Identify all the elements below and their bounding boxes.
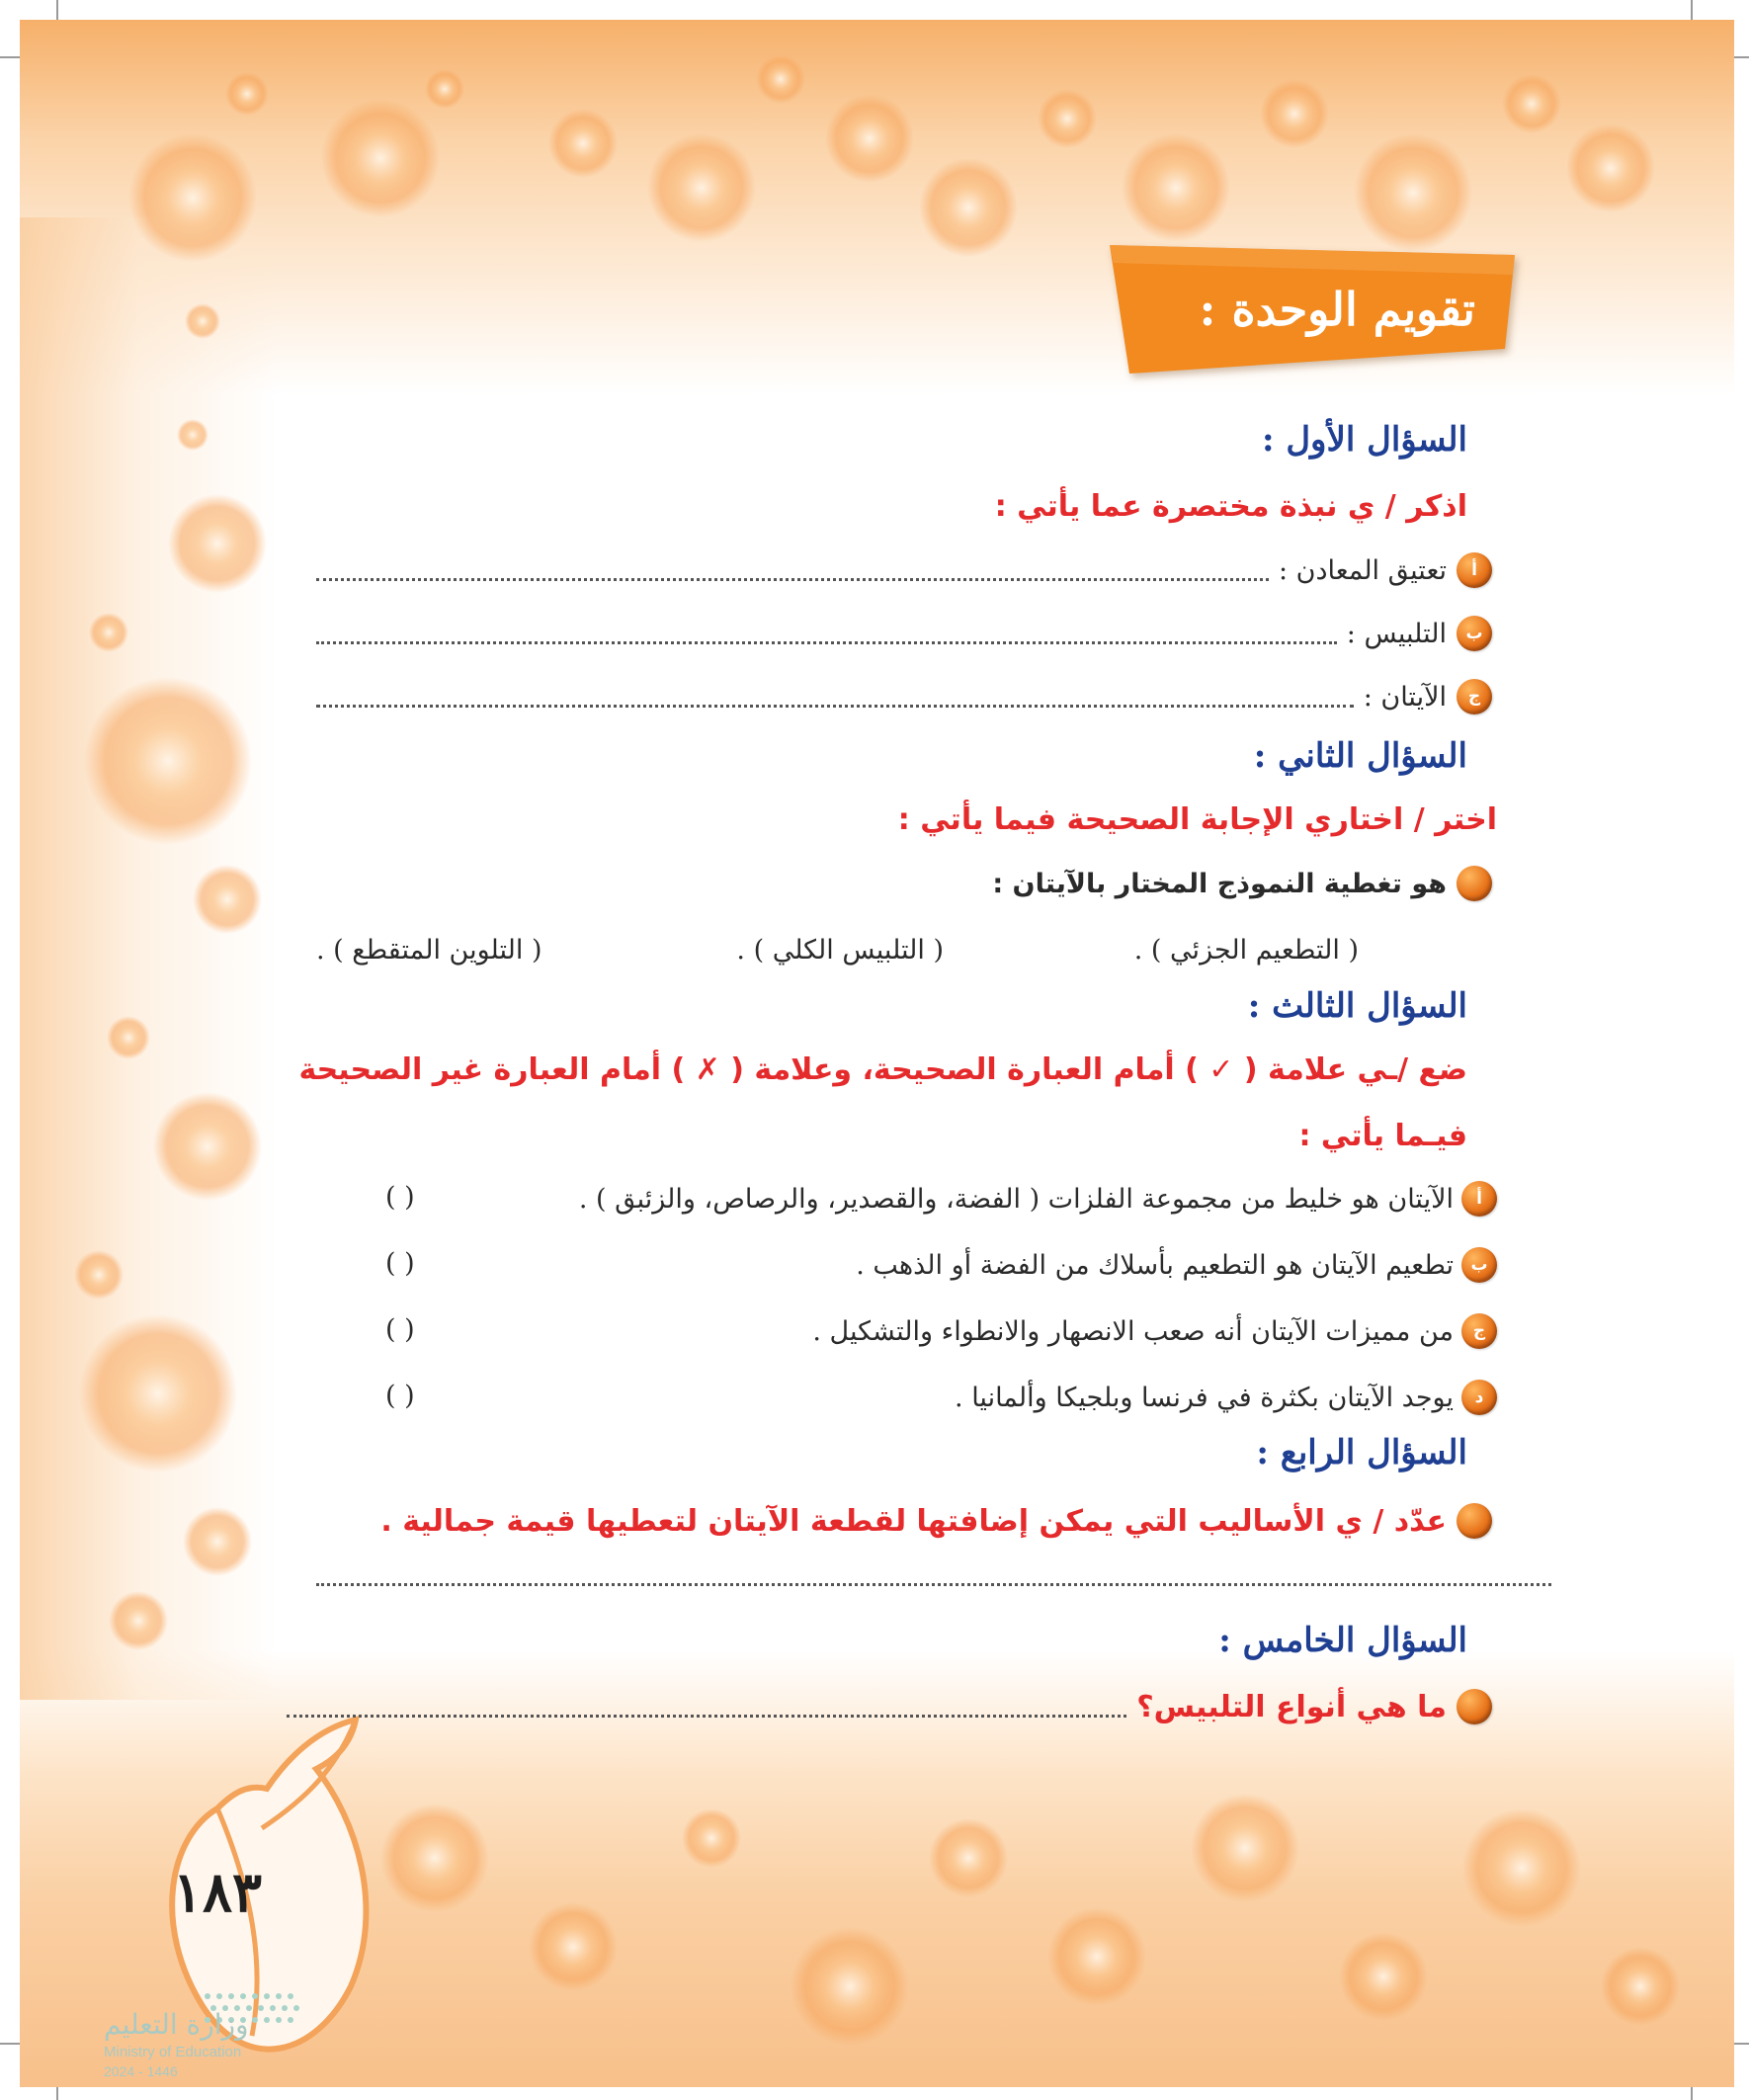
bullet-icon <box>1457 1689 1492 1724</box>
q1-heading: السؤال الأول : <box>1261 420 1467 460</box>
answer-line[interactable] <box>316 639 1337 644</box>
q3-statement-c-text: من مميزات الآيتان أنه صعب الانصهار والانطواء والتشكيل . <box>812 1315 1454 1347</box>
answer-line[interactable] <box>316 1579 1551 1586</box>
q2-question-text: هو تغطية النموذج المختار بالآيتان : <box>992 868 1447 899</box>
page-number: ١٨٣ <box>172 1860 263 1925</box>
q2-options <box>306 927 1438 976</box>
q1-item-a <box>316 546 1492 594</box>
q4-question <box>380 1497 1492 1545</box>
q5-question <box>287 1683 1492 1730</box>
q3-statement-a-text: الآيتان هو خليط من مجموعة الفلزات ( الفضة، والقصدير، والرصاص، والزئبق ) . <box>578 1183 1454 1215</box>
q2-option[interactable]: ( التلوين المتقطع ) . <box>316 935 542 966</box>
answer-parentheses[interactable]: ( ) <box>385 1182 415 1213</box>
q4-heading: السؤال الرابع : <box>1256 1433 1467 1472</box>
q3-statement-d <box>356 1373 1497 1422</box>
marker-badge: د <box>1461 1380 1497 1415</box>
answer-line[interactable] <box>287 1713 1126 1718</box>
q2-option[interactable]: ( التلبيس الكلي ) . <box>736 935 944 966</box>
q4-question-text: عدّد / ي الأساليب التي يمكن إضافتها لقطعة الآيتان لتعطيها قيمة جمالية . <box>380 1503 1447 1539</box>
q1-item-a-label: تعتيق المعادن : <box>1278 554 1447 586</box>
q1-item-c-label: الآيتان : <box>1363 681 1447 713</box>
q1-item-c <box>316 673 1492 720</box>
marker-badge: أ <box>1457 552 1492 588</box>
answer-line[interactable] <box>316 703 1354 708</box>
q2-instruction: اختر / اختاري الإجابة الصحيحة فيما يأتي : <box>897 802 1497 837</box>
ministry-name-en: Ministry of Education <box>104 2044 242 2060</box>
bottom-flowers <box>380 1794 1680 2046</box>
q3-statement-c <box>356 1306 1497 1356</box>
q2-option[interactable]: ( التطعيم الجزئي ) . <box>1133 935 1359 966</box>
q2-question <box>992 860 1492 907</box>
marker-badge: ج <box>1461 1313 1497 1349</box>
q3-statement-b <box>356 1240 1497 1290</box>
bullet-icon <box>1457 1503 1492 1539</box>
marker-badge: ب <box>1461 1247 1497 1283</box>
q3-statement-a <box>356 1174 1497 1223</box>
left-flowers <box>74 419 267 1650</box>
q5-question-text: ما هي أنواع التلبيس؟ <box>1136 1689 1447 1724</box>
q1-instruction: اذكر / ي نبذة مختصرة عما يأتي : <box>994 489 1467 524</box>
q5-heading: السؤال الخامس : <box>1218 1621 1467 1660</box>
answer-parentheses[interactable]: ( ) <box>385 1381 415 1411</box>
q1-item-b-label: التلبيس : <box>1346 618 1447 649</box>
q3-statement-b-text: تطعيم الآيتان هو التطعيم بأسلاك من الفضة أو الذهب . <box>856 1249 1454 1281</box>
answer-parentheses[interactable]: ( ) <box>385 1248 415 1279</box>
marker-badge: أ <box>1461 1181 1497 1217</box>
workbook-page <box>20 20 1734 2087</box>
answer-line[interactable] <box>316 576 1269 581</box>
edition-year: 2024 - 1446 <box>104 2063 178 2079</box>
unit-assessment-title: تقويم الوحدة : <box>1199 283 1475 336</box>
q3-instruction-line1: ضع /ـي علامة ( ✓ ) أمام العبارة الصحيحة، وعلامة ( ✗ ) أمام العبارة غير الصحيحة <box>298 1052 1467 1087</box>
bullet-icon <box>1457 866 1492 901</box>
ministry-logo <box>104 1937 331 2079</box>
marker-badge: ب <box>1457 616 1492 651</box>
q3-heading: السؤال الثالث : <box>1247 986 1467 1026</box>
marker-badge: ج <box>1457 679 1492 714</box>
ministry-name-ar: وزارة التعليم <box>104 2008 249 2041</box>
q2-heading: السؤال الثاني : <box>1253 736 1467 776</box>
q1-item-b <box>316 610 1492 657</box>
q3-instruction-line2: فيـما يأتي : <box>1298 1119 1467 1153</box>
answer-parentheses[interactable]: ( ) <box>385 1314 415 1345</box>
q3-statement-d-text: يوجد الآيتان بكثرة في فرنسا وبلجيكا وألمانيا . <box>955 1382 1454 1413</box>
